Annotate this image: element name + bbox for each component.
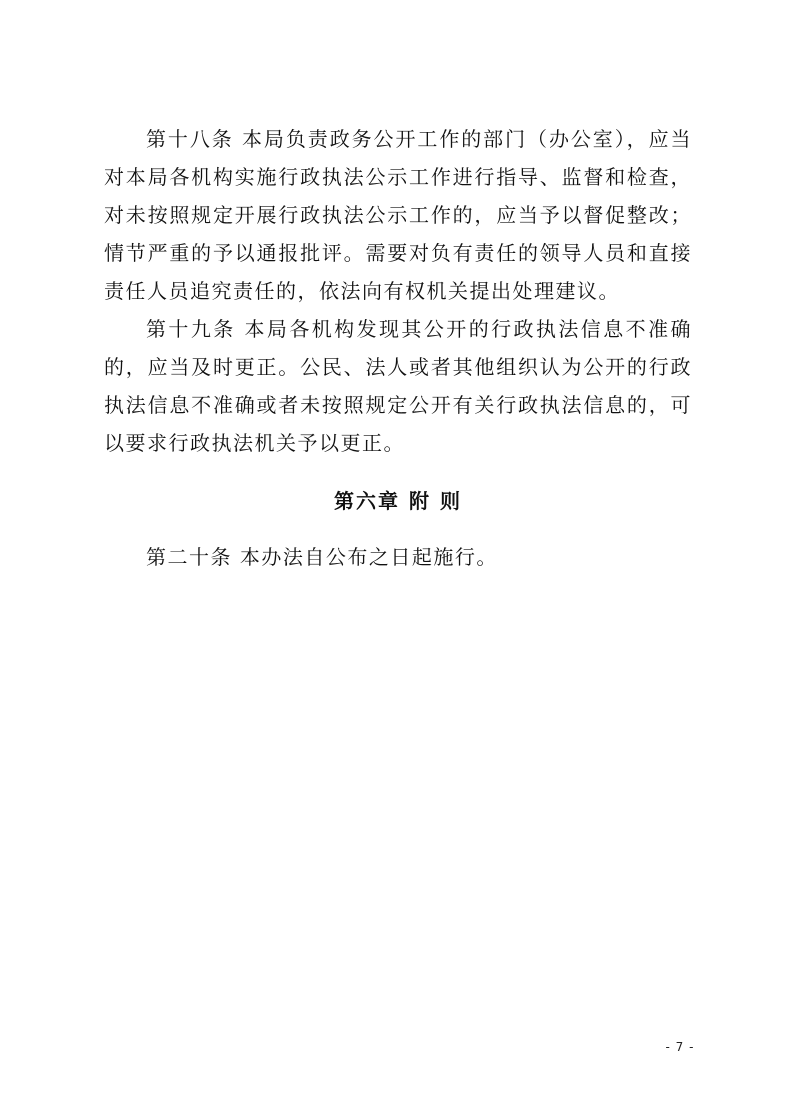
- chapter-heading: 第六章 附 则: [334, 489, 462, 513]
- page-number: - 7 -: [665, 1040, 695, 1054]
- document-body: [104, 120, 692, 576]
- article-18-paragraph: 第十八条 本局负责政务公开工作的部门（办公室），应当对本局各机构实施行政执法公示工作进行指导、监督和检查，对未按照规定开展行政执法公示工作的，应当予以督促整改；情节严重的予以通报批评。需要对负有责任的领导人员和直接责任人员追究责任的，依法向有权机关提出处理建议。: [104, 127, 692, 303]
- article-20-paragraph: 第二十条 本办法自公布之日起施行。: [146, 545, 498, 569]
- article-19-paragraph: 第十九条 本局各机构发现其公开的行政执法信息不准确的，应当及时更正。公民、法人或者其他组织认为公开的行政执法信息不准确或者未按照规定公开有关行政执法信息的，可以要求行政执法机关予以更正。: [104, 317, 692, 455]
